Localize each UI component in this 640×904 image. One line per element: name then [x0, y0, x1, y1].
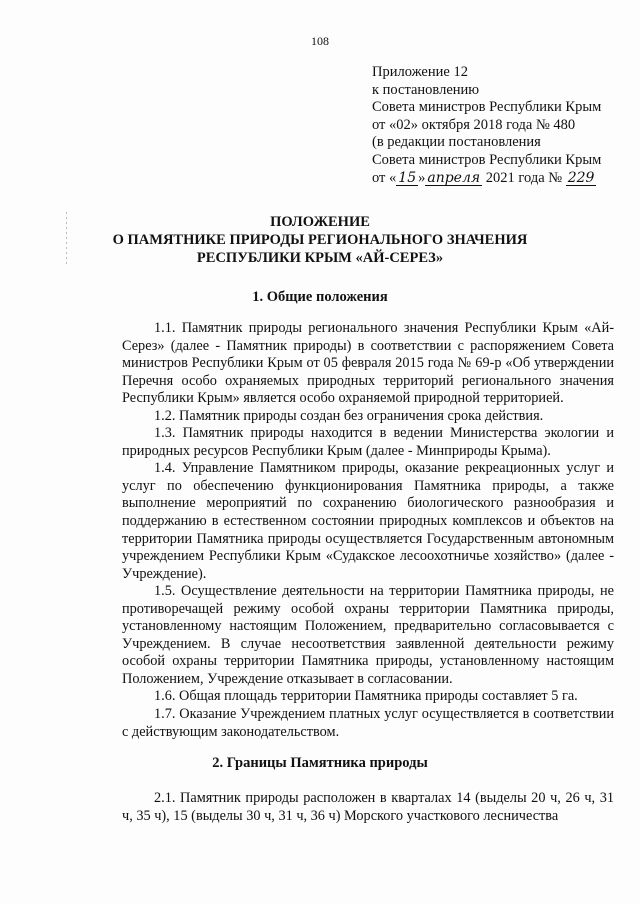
- paragraph: 1.3. Памятник природы находится в ведении Министерства экологии и природных ресурсов Республики Крым (далее - Минприроды Крыма).: [122, 425, 614, 459]
- paragraph: 1.7. Оказание Учреждением платных услуг осуществляется в соответствии с действующим законодательством.: [122, 706, 614, 740]
- title-line: О ПАМЯТНИКЕ ПРИРОДЫ РЕГИОНАЛЬНОГО ЗНАЧЕНИЯ: [112, 232, 528, 248]
- title-line: РЕСПУБЛИКИ КРЫМ «АЙ-СЕРЕЗ»: [196, 250, 444, 266]
- section-heading-borders: 2. Границы Памятника природы: [212, 755, 428, 771]
- paragraph: 1.1. Памятник природы регионального значения Республики Крым «Ай-Серез» (далее - Памятник природы) в соответствии с распоряжением Совета министров Республики Крым от 05 февраля 2015 года № 69-р «Об утверждении Перечня особо охраняемых природных территорий регионального значения Республики Крым» является особо охраняемой природной территорией.: [122, 320, 614, 407]
- appendix-line: Совета министров Республики Крым: [372, 99, 602, 116]
- paragraph: 2.1. Памятник природы расположен в кварталах 14 (выделы 20 ч, 26 ч, 31 ч, 35 ч), 15 (выделы 30 ч, 31 ч, 36 ч) Морского участкового лесничества: [122, 790, 614, 824]
- appendix-line: Совета министров Республики Крым: [372, 151, 602, 168]
- appendix-header: [372, 64, 622, 187]
- appendix-line: к постановлению: [372, 81, 480, 98]
- appendix-line: от «02» октября 2018 года № 480: [372, 116, 576, 133]
- paragraph: 1.5. Осуществление деятельности на территории Памятника природы, не противоречащей режиму особой охраны территории Памятника природы, установленному настоящим Положением, предварительно согласовывается с Учреждением. В случае несоответствия заявленной деятельности режиму особой охраны территории Памятника природы, установленному настоящим Положением, Учреждение отказывает в согласовании.: [122, 583, 614, 687]
- section-body-general: [122, 320, 614, 741]
- handwritten-day: 15: [398, 169, 417, 186]
- paragraph: 1.6. Общая площадь территории Памятника природы составляет 5 га.: [154, 688, 578, 705]
- date-year: 2021 года №: [485, 169, 563, 186]
- paragraph: 1.4. Управление Памятником природы, оказание рекреационных услуг и услуг по обеспечению функционирования Памятника природы, а также выполнение мероприятий по сохранению биологического разнообразия и поддержанию в естественном состоянии природных комплексов и объектов на территории Памятника природы осуществляется Государственным автономным учреждением Республики Крым «Судакское лесоохотничье хозяйство» (далее - Учреждение).: [122, 460, 614, 582]
- handwritten-month: апреля: [427, 169, 481, 186]
- page-number: 108: [311, 34, 329, 48]
- date-prefix: от «: [372, 169, 397, 186]
- section-body-borders: [122, 790, 614, 825]
- amendment-date-line: [372, 170, 622, 188]
- appendix-line: Приложение 12: [372, 64, 468, 80]
- handwritten-number: 229: [567, 169, 595, 186]
- date-separator: »: [418, 169, 426, 186]
- appendix-line: (в редакции постановления: [372, 134, 541, 151]
- title-line: ПОЛОЖЕНИЕ: [270, 214, 370, 230]
- paragraph: 1.2. Памятник природы создан без ограничения срока действия.: [154, 407, 544, 424]
- section-heading-general: 1. Общие положения: [252, 289, 388, 305]
- document-title: [0, 213, 640, 267]
